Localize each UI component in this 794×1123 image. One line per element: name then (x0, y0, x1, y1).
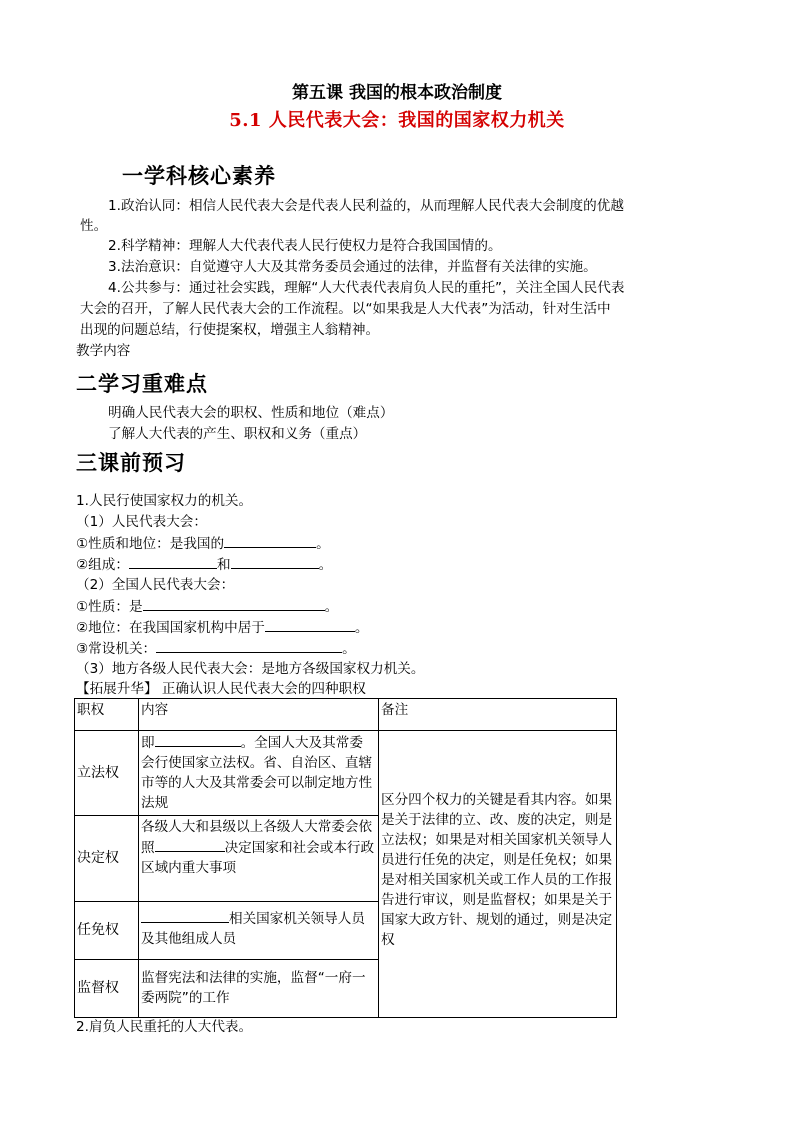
preview-q2: 2.肩负人民重托的人大代表。 (76, 1019, 253, 1035)
power-content-text: 。全国人大及其常委会行使国家立法权。省、自治区、直辖市等的人大及其常委会可以制定地方性法规 (141, 735, 373, 811)
preview-q1-1: （1）人民代表大会： (76, 514, 207, 530)
preview-q1-2b-text: ②地位：在我国国家机构中居于 (76, 620, 265, 636)
core-literacy-item-4: 4.公共参与：通过社会实践，理解“人大代表代表肩负人民的重托”，关注全国人民代表 (108, 280, 625, 296)
key-point-1: 明确人民代表大会的职权、性质和地位（难点） (108, 405, 394, 421)
preview-q1-2c-text: ③常设机关： (76, 641, 157, 657)
power-content (139, 816, 379, 902)
section-heading-preview: 三课前预习 (76, 451, 186, 475)
power-content-text: 相关国家机关领导人员及其他组成人员 (141, 911, 365, 947)
fill-blank[interactable] (265, 617, 355, 632)
preview-q1-2c (76, 638, 356, 659)
core-literacy-item-4-cont-1: 大会的召开，了解人民代表大会的工作流程。以“如果我是人大代表”为活动，针对生活中 (80, 301, 611, 317)
fill-blank[interactable] (155, 837, 225, 852)
preview-q1-1b-end: 。 (318, 557, 333, 573)
section-subtitle: 5.1 人民代表大会：我国的国家权力机关 (229, 110, 565, 131)
section-heading-core-literacy: 一学科核心素养 (122, 164, 276, 188)
preview-q1-2c-end: 。 (342, 641, 356, 657)
fill-blank[interactable] (129, 554, 217, 569)
preview-q1-2b-end: 。 (354, 620, 369, 636)
fill-blank[interactable] (231, 554, 319, 569)
table-header-cell: 备注 (379, 699, 617, 731)
power-name: 监督权 (75, 960, 139, 1018)
preview-q1-2a-end: 。 (324, 599, 339, 615)
table-header-row (75, 699, 617, 731)
preview-q1-1a-end: 。 (316, 536, 330, 552)
remark-cell (379, 731, 617, 1018)
core-literacy-item-2: 2.科学精神：理解人大代表代表人民行使权力是符合我国国情的。 (108, 238, 502, 254)
power-name: 立法权 (75, 731, 139, 816)
remark-text: 区分四个权力的关键是看其内容。如果是关于法律的立、改、废的决定，则是立法权；如果是对相关国家机关领导人员进行任免的决定，则是任免权；如果是对相关国家机关或工作人员的工作报告进行审议，则是监督权；如果是关于国家大政方针、规划的通过，则是决定权 (381, 792, 613, 948)
table-header-cell: 职权 (75, 699, 139, 731)
table-header-cell: 内容 (139, 699, 379, 731)
preview-q1: 1.人民行使国家权力的机关。 (76, 493, 253, 509)
power-content (139, 960, 379, 1018)
power-name: 决定权 (75, 816, 139, 902)
preview-q1-2: （2）全国人民代表大会： (76, 577, 235, 593)
expand-heading: 【拓展升华】 正确认识人民代表大会的四种职权 (76, 681, 366, 697)
fill-blank[interactable] (224, 533, 316, 548)
key-point-2: 了解人大代表的产生、职权和义务（重点） (108, 426, 367, 442)
table-row (75, 731, 617, 816)
preview-q1-1b-text: ②组成： (76, 557, 129, 573)
power-content (139, 731, 379, 816)
teaching-content-label: 教学内容 (76, 343, 131, 359)
fill-blank[interactable] (141, 908, 229, 923)
fill-blank[interactable] (156, 638, 342, 653)
power-name: 任免权 (75, 902, 139, 960)
preview-q1-1b-mid: 和 (216, 557, 231, 573)
power-content-pre: 各级人大和县级以上各级人大常委会依照 (141, 819, 373, 856)
preview-q1-3: （3）地方各级人民代表大会：是地方各级国家权力机关。 (76, 661, 425, 677)
core-literacy-item-3: 3.法治意识：自觉遵守人大及其常务委员会通过的法律，并监督有关法律的实施。 (108, 259, 597, 275)
preview-q1-2a (76, 596, 338, 617)
section-heading-key-points: 二学习重难点 (76, 372, 208, 396)
preview-q1-1a-text: ①性质和地位：是我国的 (76, 536, 225, 552)
fill-blank[interactable] (155, 732, 241, 747)
power-content-pre: 即 (141, 735, 155, 751)
preview-q1-1a (76, 533, 330, 554)
preview-q1-2b (76, 617, 369, 638)
power-content (139, 902, 379, 960)
core-literacy-item-1: 1.政治认同：相信人民代表大会是代表人民利益的，从而理解人民代表大会制度的优越 (108, 198, 624, 214)
preview-q1-2a-text: ①性质：是 (76, 599, 143, 615)
preview-q1-1b (76, 554, 332, 575)
power-content-text: 监督宪法和法律的实施，监督“一府一委两院”的工作 (141, 970, 366, 1006)
fill-blank[interactable] (143, 596, 325, 611)
core-literacy-item-1-cont: 性。 (80, 218, 108, 234)
powers-table (74, 698, 617, 1018)
power-content-text: 决定国家和社会或本行政区域内重大事项 (141, 840, 375, 876)
core-literacy-item-4-cont-2: 出现的问题总结，行使提案权，增强主人翁精神。 (80, 322, 380, 338)
lesson-title: 第五课 我国的根本政治制度 (292, 83, 502, 103)
